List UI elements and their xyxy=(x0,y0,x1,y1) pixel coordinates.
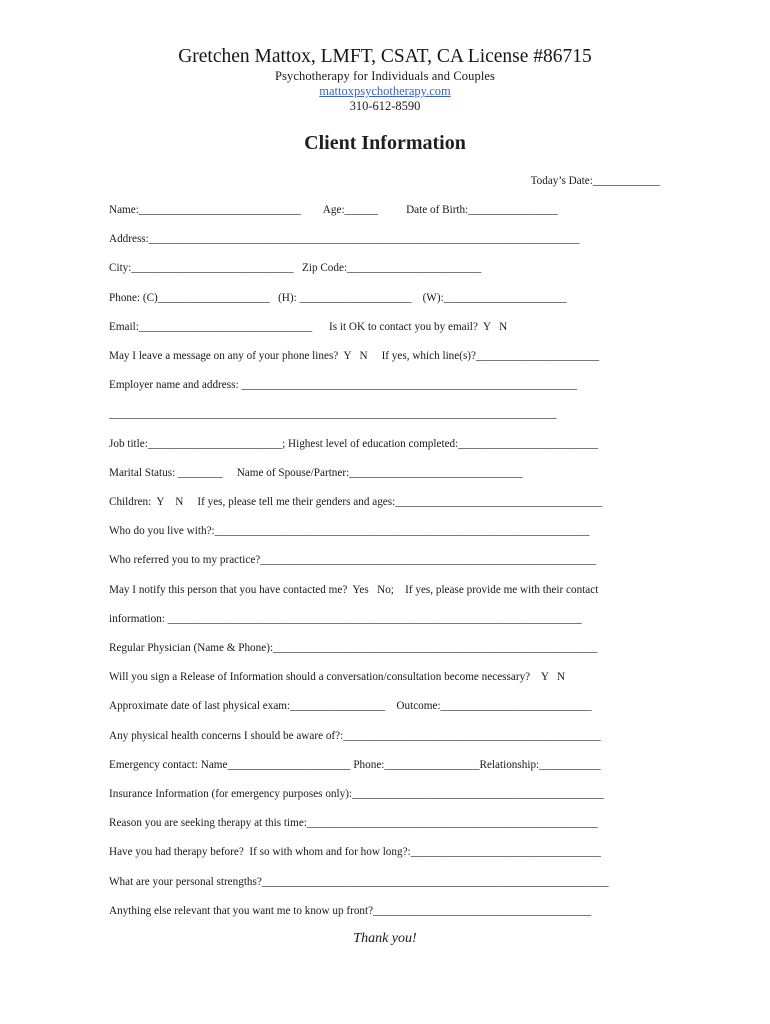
website-link[interactable]: mattoxpsychotherapy.com xyxy=(319,84,451,98)
form-line[interactable] xyxy=(109,641,598,655)
form-line[interactable] xyxy=(109,670,565,684)
form-field[interactable]: Phone:_________________Relationship:___________ xyxy=(350,759,601,771)
form-line[interactable] xyxy=(109,729,601,743)
form-field[interactable]: Date of Birth:________________ xyxy=(378,204,558,216)
form-field[interactable]: Email:_______________________________ xyxy=(109,321,313,333)
form-line[interactable] xyxy=(109,904,591,918)
form-line[interactable] xyxy=(109,612,582,626)
form-line[interactable] xyxy=(109,758,601,772)
form-field[interactable]: City:_____________________________ xyxy=(109,262,294,274)
form-field[interactable]: Name of Spouse/Partner:_______________________________ xyxy=(222,467,523,479)
form-line[interactable] xyxy=(109,524,589,538)
form-field[interactable]: Name:_____________________________ xyxy=(109,204,302,216)
form-field[interactable]: Is it OK to contact you by email? Y N xyxy=(312,321,508,333)
form-field[interactable]: ________________________________________________________________________________ xyxy=(109,408,557,420)
form-field[interactable]: Phone: (C)____________________ xyxy=(109,292,270,304)
form-line[interactable] xyxy=(109,261,481,275)
form-field[interactable]: Who do you live with?:___________________________________________________________________ xyxy=(109,525,590,537)
form-field[interactable]: May I notify this person that you have contacted me? Yes No; If yes, please provide me with their contact xyxy=(109,584,599,596)
practice-subtitle: Psychotherapy for Individuals and Couples xyxy=(274,69,496,83)
form-field[interactable]: (H): ____________________ xyxy=(269,292,412,304)
form-field[interactable]: Zip Code:________________________ xyxy=(293,262,482,274)
form-field[interactable]: Marital Status: ________ xyxy=(109,467,223,479)
form-title: Client Information xyxy=(304,132,466,154)
form-field[interactable]: Address:_____________________________________________________________________________ xyxy=(109,233,580,245)
practice-phone: 310-612-8590 xyxy=(349,99,421,113)
form-field[interactable]: Outcome:___________________________ xyxy=(385,700,592,712)
form-field[interactable]: Children: Y N xyxy=(109,496,184,508)
form-field[interactable]: Age:______ xyxy=(301,204,379,216)
form-field[interactable]: Job title:________________________; Highest level of education completed:_________________________ xyxy=(109,438,599,450)
form-field[interactable]: Insurance Information (for emergency purposes only):_____________________________________________ xyxy=(109,788,604,800)
form-line[interactable] xyxy=(109,787,604,801)
todays-date-field[interactable]: Today’s Date:____________ xyxy=(530,175,660,187)
form-line[interactable] xyxy=(109,816,598,830)
form-field[interactable]: Who referred you to my practice?____________________________________________________________ xyxy=(109,554,596,566)
practitioner-name: Gretchen Mattox, LMFT, CSAT, CA License #86715 xyxy=(178,46,592,67)
form-line[interactable] xyxy=(109,845,601,859)
form-field[interactable]: (W):______________________ xyxy=(411,292,567,304)
form-field[interactable]: Approximate date of last physical exam:_________________ xyxy=(109,700,386,712)
form-line[interactable] xyxy=(109,875,609,889)
form-field[interactable]: Have you had therapy before? If so with whom and for how long?:__________________________________ xyxy=(109,846,601,858)
form-line[interactable] xyxy=(109,203,558,217)
form-line[interactable] xyxy=(109,232,580,246)
form-line[interactable] xyxy=(109,437,598,451)
form-line[interactable] xyxy=(109,378,577,392)
form-line[interactable] xyxy=(109,495,602,509)
form-line[interactable] xyxy=(109,553,596,567)
form-field[interactable]: information: __________________________________________________________________________ xyxy=(109,613,582,625)
form-line[interactable] xyxy=(109,320,507,334)
form-field[interactable]: Anything else relevant that you want me to know up front?_______________________________________ xyxy=(109,905,592,917)
form-line[interactable] xyxy=(109,349,599,363)
form-line[interactable] xyxy=(109,407,557,421)
form-field[interactable]: Reason you are seeking therapy at this time:____________________________________________________ xyxy=(109,817,598,829)
form-line[interactable] xyxy=(109,466,523,480)
form-field[interactable]: May I leave a message on any of your phone lines? Y N If yes, which line(s)?______________________ xyxy=(109,350,600,362)
form-field[interactable]: If yes, please tell me their genders and ages:_____________________________________ xyxy=(183,496,603,508)
form-line[interactable] xyxy=(109,699,592,713)
form-field[interactable]: Emergency contact: Name______________________ xyxy=(109,759,351,771)
form-field[interactable]: Employer name and address: ____________________________________________________________ xyxy=(109,379,577,391)
form-field[interactable]: What are your personal strengths?______________________________________________________________ xyxy=(109,876,609,888)
form-line[interactable] xyxy=(109,291,567,305)
form-field[interactable]: Any physical health concerns I should be aware of?:______________________________________________ xyxy=(109,730,601,742)
form-field[interactable]: Regular Physician (Name & Phone):__________________________________________________________ xyxy=(109,642,598,654)
thank-you-note: Thank you! xyxy=(353,931,417,946)
form-field[interactable]: Will you sign a Release of Information should a conversation/consultation become necessary? Y N xyxy=(109,671,566,683)
form-line[interactable] xyxy=(109,583,598,597)
